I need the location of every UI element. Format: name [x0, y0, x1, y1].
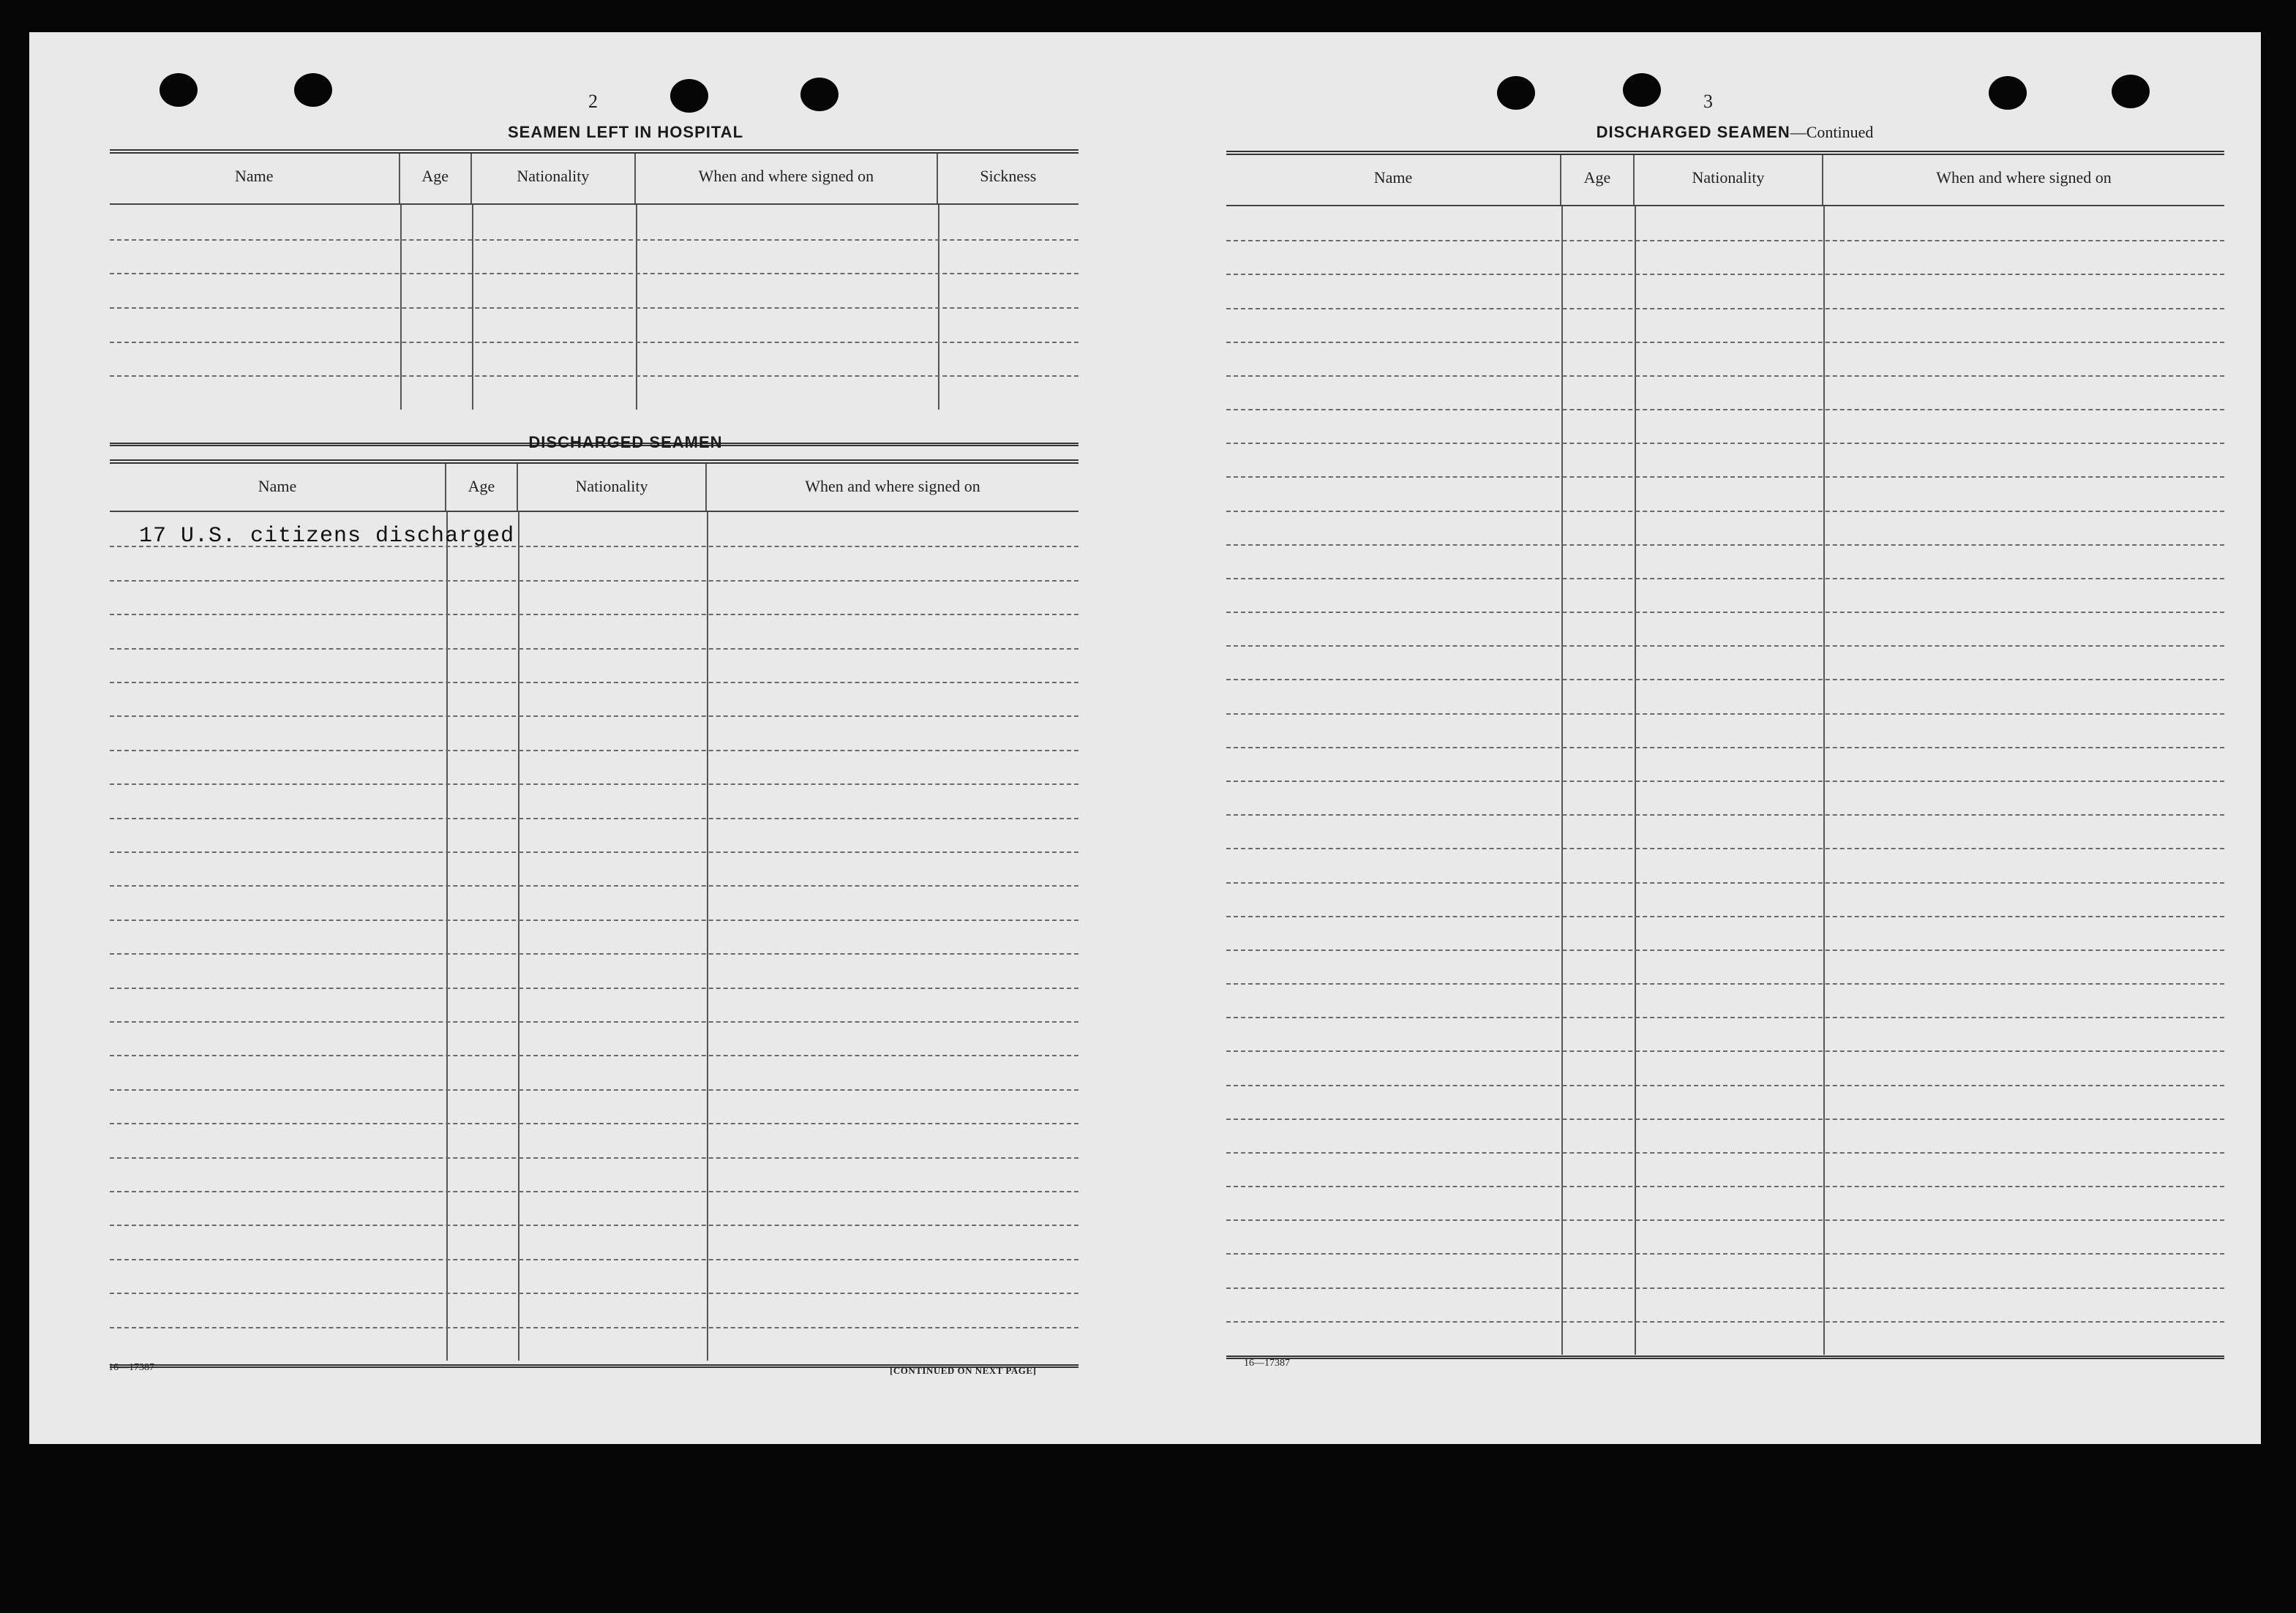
table-row-rule [110, 342, 1078, 343]
punch-hole [2112, 75, 2150, 108]
table-row-rule [1226, 747, 2224, 748]
hospital-table-body [110, 205, 1078, 410]
page-number-right: 3 [1703, 91, 1713, 112]
table-row-rule [1226, 679, 2224, 680]
table-row-rule [110, 307, 1078, 309]
table-row-rule [110, 851, 1078, 853]
punch-hole [294, 73, 332, 107]
table-row-rule [110, 1293, 1078, 1294]
table-row-rule [110, 273, 1078, 274]
table-row-rule [110, 648, 1078, 650]
table-row-rule [110, 920, 1078, 921]
table-row-rule [1226, 578, 2224, 579]
table-row-rule [110, 375, 1078, 377]
table-row-rule [1226, 916, 2224, 917]
table-row-rule [110, 750, 1078, 751]
table-row-rule [110, 1123, 1078, 1124]
form-number-right: 16—17387 [1244, 1358, 1290, 1369]
column-header-when-and-where-signed-on: When and where signed on [1936, 168, 2112, 187]
table-row-rule [1226, 645, 2224, 647]
table-row-rule [1226, 882, 2224, 884]
table-row-rule [1226, 274, 2224, 275]
table-row-rule [1226, 409, 2224, 410]
punch-hole [800, 78, 839, 111]
table-row-rule [110, 1089, 1078, 1091]
table-row-rule [1226, 1118, 2224, 1120]
column-header-age: Age [1561, 155, 1635, 205]
column-header-when-and-where-signed-on: When and where signed on [805, 477, 980, 495]
column-header-name: Name [110, 154, 400, 203]
table-row-rule [110, 1157, 1078, 1159]
column-header-name: Name [110, 464, 446, 511]
table-row-rule [110, 715, 1078, 717]
continued-note: [CONTINUED ON NEXT PAGE] [890, 1365, 1037, 1376]
table-row-rule [1226, 511, 2224, 512]
table-row-rule [1226, 781, 2224, 782]
table-row-rule [110, 580, 1078, 582]
hospital-section-title: SEAMEN LEFT IN HOSPITAL [507, 123, 744, 141]
discharged-continued-table [1226, 151, 2224, 1359]
document-sheet [29, 32, 2261, 1444]
discharged-table-body [110, 512, 1078, 1361]
table-row-rule [1226, 1186, 2224, 1187]
table-row-rule [1226, 1253, 2224, 1255]
table-row-rule [110, 1191, 1078, 1192]
table-row-rule [1226, 1287, 2224, 1289]
table-row-rule [110, 783, 1078, 785]
discharged-continued-title [1226, 123, 2243, 142]
table-row-rule [1226, 713, 2224, 715]
table-row-rule [110, 239, 1078, 241]
table-row-rule [1226, 1050, 2224, 1052]
table-row-rule [1226, 848, 2224, 849]
table-row-rule [1226, 612, 2224, 613]
table-row-rule [110, 614, 1078, 615]
hospital-table-header [110, 154, 1078, 205]
table-row-rule [1226, 308, 2224, 309]
discharged-continued-header [1226, 155, 2224, 206]
table-row-rule [1226, 983, 2224, 985]
column-header-sickness: Sickness [980, 167, 1037, 185]
table-row-rule [1226, 1152, 2224, 1154]
discharged-continued-body [1226, 206, 2224, 1355]
column-header-age: Age [446, 464, 518, 511]
punch-hole [1989, 76, 2027, 110]
table-row-rule [110, 1021, 1078, 1023]
table-row-rule [1226, 950, 2224, 951]
form-number-left: 16—17387 [108, 1362, 154, 1373]
table-row-rule [110, 682, 1078, 683]
typed-entry-discharged: 17 U.S. citizens discharged [139, 524, 515, 549]
table-row-rule [1226, 375, 2224, 377]
column-header-nationality: Nationality [472, 154, 636, 203]
discharged-table [110, 459, 1078, 1368]
column-divider [518, 512, 519, 1361]
table-row-rule [1226, 1085, 2224, 1086]
page-number-left: 2 [588, 91, 598, 112]
column-header-when-and-where-signed-on: When and where signed on [636, 154, 938, 203]
punch-hole [1497, 76, 1535, 110]
table-row-rule [110, 885, 1078, 887]
discharged-table-header [110, 464, 1078, 512]
table-row-rule [1226, 814, 2224, 816]
discharged-continued-title-main: DISCHARGED SEAMEN [1596, 123, 1790, 141]
column-header-name: Name [1226, 155, 1561, 205]
table-bottom-rule [1226, 1356, 2224, 1359]
table-row-rule [110, 818, 1078, 819]
table-row-rule [1226, 1219, 2224, 1221]
table-row-rule [110, 1055, 1078, 1056]
punch-hole [670, 79, 708, 113]
table-row-rule [110, 1225, 1078, 1226]
column-divider [707, 512, 708, 1361]
column-header-nationality: Nationality [518, 464, 707, 511]
column-header-age: Age [400, 154, 472, 203]
table-row-rule [1226, 544, 2224, 546]
column-header-nationality: Nationality [1635, 155, 1823, 205]
table-row-rule [110, 1259, 1078, 1260]
table-row-rule [1226, 240, 2224, 241]
punch-hole [160, 73, 198, 107]
hospital-table [110, 149, 1078, 446]
column-divider [446, 512, 448, 1361]
table-row-rule [1226, 1017, 2224, 1018]
punch-hole [1623, 73, 1661, 107]
table-row-rule [110, 953, 1078, 955]
discharged-continued-suffix: —Continued [1790, 123, 1874, 141]
table-row-rule [110, 1327, 1078, 1328]
table-row-rule [1226, 443, 2224, 444]
table-row-rule [1226, 476, 2224, 478]
table-row-rule [110, 988, 1078, 989]
table-row-rule [1226, 342, 2224, 343]
table-row-rule [1226, 1321, 2224, 1323]
discharged-section-title: DISCHARGED SEAMEN [528, 433, 723, 451]
